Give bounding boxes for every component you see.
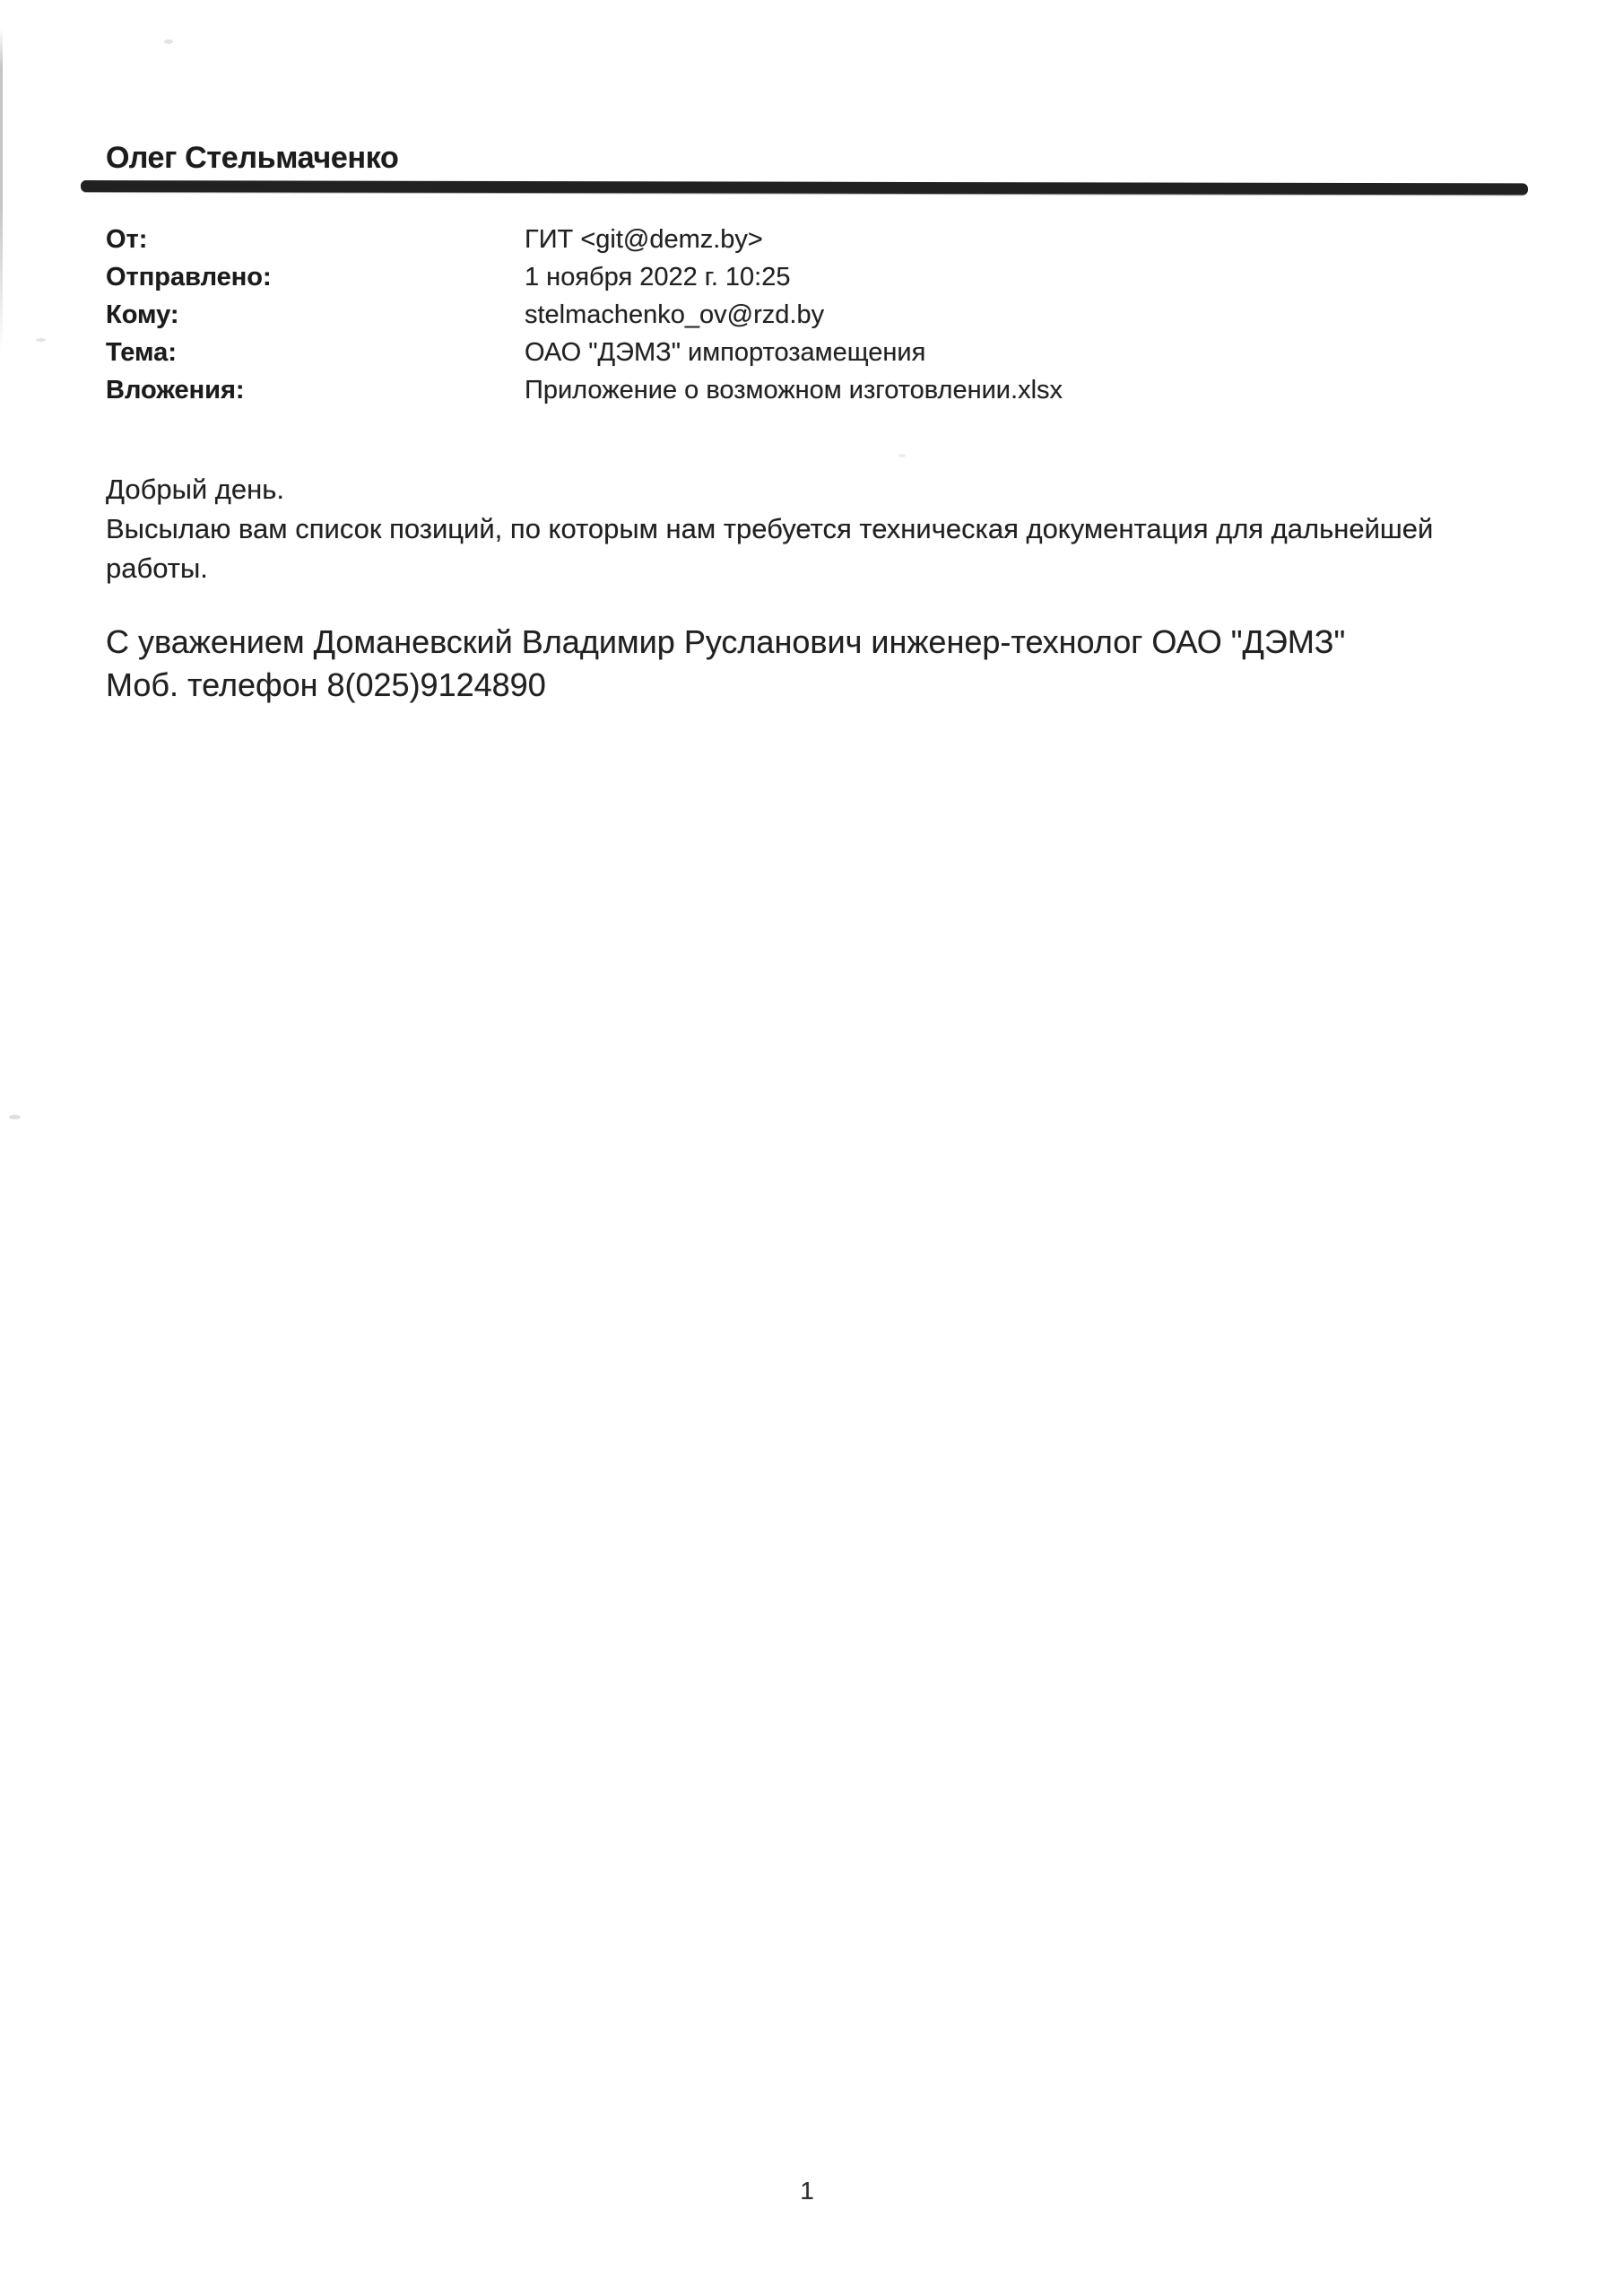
signature-line-2: Моб. телефон 8(025)9124890 [106, 666, 546, 703]
meta-row-subject [106, 334, 1451, 371]
scan-speck [9, 1115, 21, 1119]
from-value: ГИТ <git@demz.by> [525, 225, 763, 254]
scan-edge-artifact [0, 29, 3, 352]
attachments-value: Приложение о возможном изготовлении.xlsx [525, 376, 1063, 404]
meta-row-to [106, 296, 1451, 334]
scan-speck [898, 454, 906, 457]
message-line-2: работы. [106, 552, 208, 584]
greeting-line: Добрый день. [106, 474, 285, 505]
signature-line-1: С уважением Доманевский Владимир Русланович инженер-технолог ОАО "ДЭМЗ" [106, 623, 1346, 660]
meta-row-attachments [106, 371, 1451, 409]
attachments-label: Вложения: [106, 376, 245, 404]
subject-label: Тема: [106, 338, 177, 367]
subject-value: ОАО "ДЭМЗ" импортозамещения [525, 338, 926, 367]
sent-label: Отправлено: [106, 263, 272, 291]
meta-row-from [106, 221, 1451, 258]
email-body [106, 470, 1505, 588]
heading-divider-rule [81, 180, 1528, 195]
scan-speck [164, 39, 173, 44]
page-number: 1 [800, 2177, 814, 2205]
email-header-fields [106, 221, 1451, 409]
recipient-name-heading: Олег Стельмаченко [106, 141, 399, 175]
message-line-1: Высылаю вам список позиций, по которым нам требуется техническая документация для дальнейшей [106, 513, 1434, 544]
to-label: Кому: [106, 300, 179, 329]
to-value: stelmachenko_ov@rzd.by [525, 300, 825, 329]
scan-speck [36, 338, 46, 342]
email-signature [106, 621, 1505, 707]
sent-value: 1 ноября 2022 г. 10:25 [525, 263, 791, 291]
from-label: От: [106, 225, 148, 254]
meta-row-sent [106, 258, 1451, 296]
